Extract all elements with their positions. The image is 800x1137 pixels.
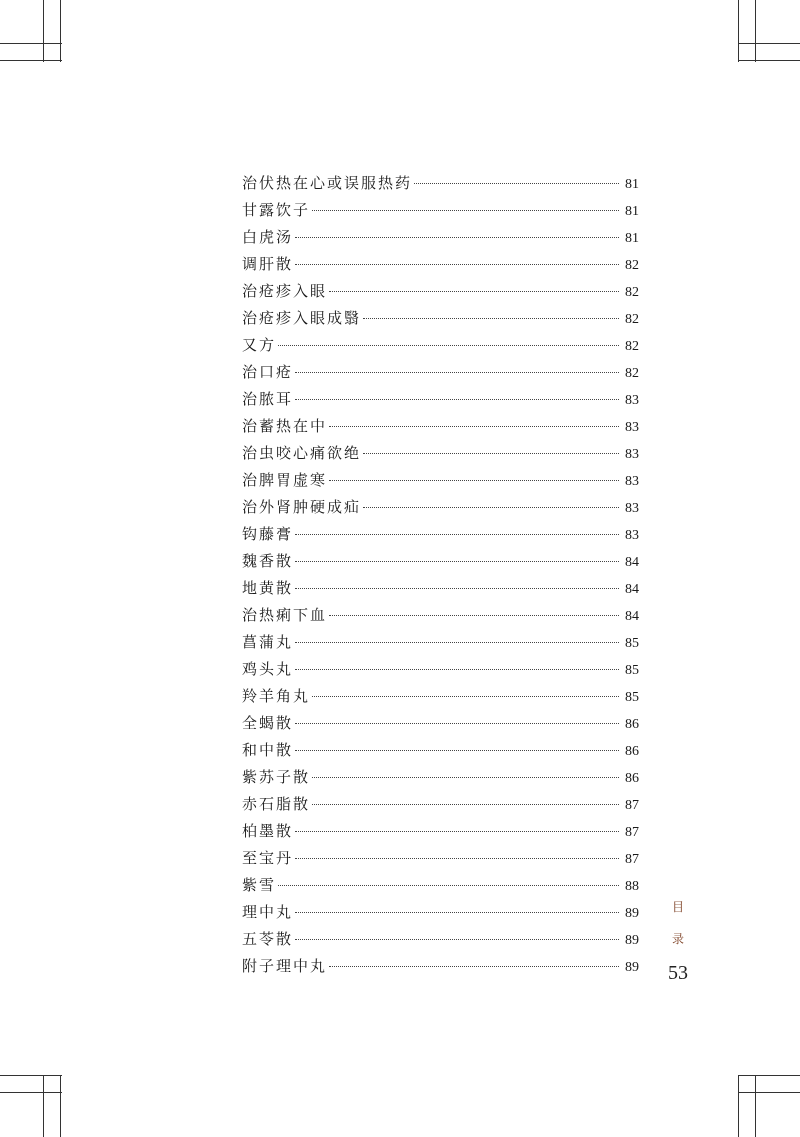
toc-entry-title: 全蝎散 xyxy=(242,714,294,732)
toc-entry-title: 治脾胃虚寒 xyxy=(242,471,328,489)
crop-mark-top-left-vertical-2 xyxy=(60,0,61,62)
toc-entry-page: 81 xyxy=(625,177,639,192)
toc-entry xyxy=(242,710,639,737)
toc-entry xyxy=(242,278,639,305)
toc-entry xyxy=(242,494,639,521)
toc-entry-title: 治疮疹入眼 xyxy=(242,282,328,300)
crop-mark-bottom-left-horizontal xyxy=(0,1075,62,1076)
crop-mark-top-right-vertical-2 xyxy=(755,0,756,62)
toc-entry-title: 紫苏子散 xyxy=(242,768,311,786)
crop-mark-bottom-right-vertical xyxy=(738,1075,739,1137)
toc-entry-page: 83 xyxy=(625,420,639,435)
toc-entry-title: 甘露饮子 xyxy=(242,201,311,219)
toc-entry-title: 附子理中丸 xyxy=(242,957,328,975)
toc-entry-title: 白虎汤 xyxy=(242,228,294,246)
toc-leader-dots xyxy=(295,371,619,373)
toc-leader-dots xyxy=(363,506,619,508)
toc-entry xyxy=(242,629,639,656)
toc-entry xyxy=(242,224,639,251)
toc-entry-page: 82 xyxy=(625,312,639,327)
toc-leader-dots xyxy=(278,344,619,346)
toc-leader-dots xyxy=(295,668,619,670)
toc-entry xyxy=(242,926,639,953)
toc-entry-title: 治脓耳 xyxy=(242,390,294,408)
crop-mark-top-right-horizontal-2 xyxy=(738,60,800,61)
toc-entry-title: 地黄散 xyxy=(242,579,294,597)
toc-leader-dots xyxy=(295,911,619,913)
toc-entry xyxy=(242,872,639,899)
toc-leader-dots xyxy=(329,425,619,427)
toc-entry-title: 治蓄热在中 xyxy=(242,417,328,435)
toc-entry xyxy=(242,953,639,980)
toc-entry-page: 87 xyxy=(625,798,639,813)
toc-entry-page: 82 xyxy=(625,366,639,381)
toc-entry-page: 83 xyxy=(625,528,639,543)
crop-mark-bottom-right-horizontal xyxy=(738,1075,800,1076)
toc-entry-title: 治口疮 xyxy=(242,363,294,381)
toc-leader-dots xyxy=(329,965,619,967)
toc-leader-dots xyxy=(312,776,619,778)
toc-entry xyxy=(242,737,639,764)
toc-entry-title: 赤石脂散 xyxy=(242,795,311,813)
toc-entry-title: 五苓散 xyxy=(242,930,294,948)
toc-entry xyxy=(242,332,639,359)
toc-leader-dots xyxy=(295,263,619,265)
toc-entry-page: 83 xyxy=(625,474,639,489)
toc-leader-dots xyxy=(295,236,619,238)
toc-entry-page: 81 xyxy=(625,204,639,219)
toc-entry-title: 柏墨散 xyxy=(242,822,294,840)
toc-entry-page: 85 xyxy=(625,636,639,651)
toc-leader-dots xyxy=(295,830,619,832)
toc-entry xyxy=(242,602,639,629)
toc-entry-title: 羚羊角丸 xyxy=(242,687,311,705)
toc-leader-dots xyxy=(312,803,619,805)
toc-entry-page: 82 xyxy=(625,258,639,273)
toc-entry xyxy=(242,440,639,467)
table-of-contents xyxy=(242,170,639,980)
section-label-char-1: 目 xyxy=(671,900,684,914)
toc-entry-title: 鸡头丸 xyxy=(242,660,294,678)
toc-entry-page: 84 xyxy=(625,582,639,597)
toc-entry-title: 魏香散 xyxy=(242,552,294,570)
toc-leader-dots xyxy=(295,533,619,535)
toc-entry xyxy=(242,548,639,575)
toc-entry xyxy=(242,251,639,278)
toc-leader-dots xyxy=(312,695,619,697)
toc-entry xyxy=(242,818,639,845)
toc-entry xyxy=(242,521,639,548)
toc-entry-title: 紫雪 xyxy=(242,876,277,894)
toc-entry xyxy=(242,791,639,818)
toc-entry-title: 和中散 xyxy=(242,741,294,759)
crop-mark-bottom-right-vertical-2 xyxy=(755,1075,756,1137)
toc-leader-dots xyxy=(295,938,619,940)
toc-entry xyxy=(242,197,639,224)
toc-entry xyxy=(242,413,639,440)
crop-mark-top-left-vertical xyxy=(43,0,44,62)
toc-entry-page: 86 xyxy=(625,717,639,732)
toc-leader-dots xyxy=(295,857,619,859)
toc-entry xyxy=(242,899,639,926)
toc-entry-page: 84 xyxy=(625,555,639,570)
toc-leader-dots xyxy=(295,587,619,589)
toc-entry-title: 又方 xyxy=(242,336,277,354)
toc-entry xyxy=(242,386,639,413)
toc-entry-page: 85 xyxy=(625,663,639,678)
toc-entry-page: 83 xyxy=(625,501,639,516)
toc-entry-title: 治外肾肿硬成疝 xyxy=(242,498,362,516)
crop-mark-top-left-horizontal-2 xyxy=(0,60,62,61)
page-number: 53 xyxy=(668,962,688,984)
crop-mark-bottom-left-vertical-2 xyxy=(60,1075,61,1137)
toc-leader-dots xyxy=(295,398,619,400)
toc-entry-page: 83 xyxy=(625,393,639,408)
section-label-char-2: 录 xyxy=(671,932,684,946)
toc-entry-title: 钩藤膏 xyxy=(242,525,294,543)
toc-entry-title: 至宝丹 xyxy=(242,849,294,867)
toc-entry-page: 89 xyxy=(625,960,639,975)
toc-leader-dots xyxy=(312,209,619,211)
toc-leader-dots xyxy=(278,884,619,886)
toc-entry xyxy=(242,764,639,791)
toc-entry xyxy=(242,305,639,332)
toc-entry-page: 88 xyxy=(625,879,639,894)
toc-entry-title: 治热痢下血 xyxy=(242,606,328,624)
toc-leader-dots xyxy=(329,479,619,481)
toc-entry-page: 89 xyxy=(625,933,639,948)
toc-entry-page: 84 xyxy=(625,609,639,624)
toc-entry-page: 86 xyxy=(625,771,639,786)
toc-leader-dots xyxy=(295,722,619,724)
toc-entry xyxy=(242,845,639,872)
toc-entry xyxy=(242,683,639,710)
toc-leader-dots xyxy=(329,290,619,292)
toc-entry-page: 82 xyxy=(625,339,639,354)
toc-leader-dots xyxy=(363,317,619,319)
toc-entry-page: 89 xyxy=(625,906,639,921)
toc-entry xyxy=(242,656,639,683)
toc-entry-page: 81 xyxy=(625,231,639,246)
crop-mark-top-right-vertical xyxy=(738,0,739,62)
crop-mark-top-left-horizontal xyxy=(0,43,62,44)
toc-leader-dots xyxy=(363,452,619,454)
toc-entry-page: 87 xyxy=(625,825,639,840)
toc-entry xyxy=(242,359,639,386)
toc-entry xyxy=(242,575,639,602)
toc-entry-title: 调肝散 xyxy=(242,255,294,273)
crop-mark-bottom-left-vertical xyxy=(43,1075,44,1137)
crop-mark-bottom-right-horizontal-2 xyxy=(738,1092,800,1093)
toc-leader-dots xyxy=(295,560,619,562)
toc-entry-page: 82 xyxy=(625,285,639,300)
toc-entry-title: 治虫咬心痛欲绝 xyxy=(242,444,362,462)
crop-mark-bottom-left-horizontal-2 xyxy=(0,1092,62,1093)
toc-entry xyxy=(242,170,639,197)
toc-entry xyxy=(242,467,639,494)
toc-entry-page: 87 xyxy=(625,852,639,867)
toc-leader-dots xyxy=(295,749,619,751)
toc-leader-dots xyxy=(295,641,619,643)
toc-entry-title: 治疮疹入眼成翳 xyxy=(242,309,362,327)
toc-entry-title: 理中丸 xyxy=(242,903,294,921)
toc-leader-dots xyxy=(414,182,619,184)
toc-entry-title: 治伏热在心或误服热药 xyxy=(242,174,413,192)
crop-mark-top-right-horizontal xyxy=(738,43,800,44)
toc-entry-title: 菖蒲丸 xyxy=(242,633,294,651)
toc-entry-page: 85 xyxy=(625,690,639,705)
toc-leader-dots xyxy=(329,614,619,616)
toc-entry-page: 83 xyxy=(625,447,639,462)
toc-entry-page: 86 xyxy=(625,744,639,759)
